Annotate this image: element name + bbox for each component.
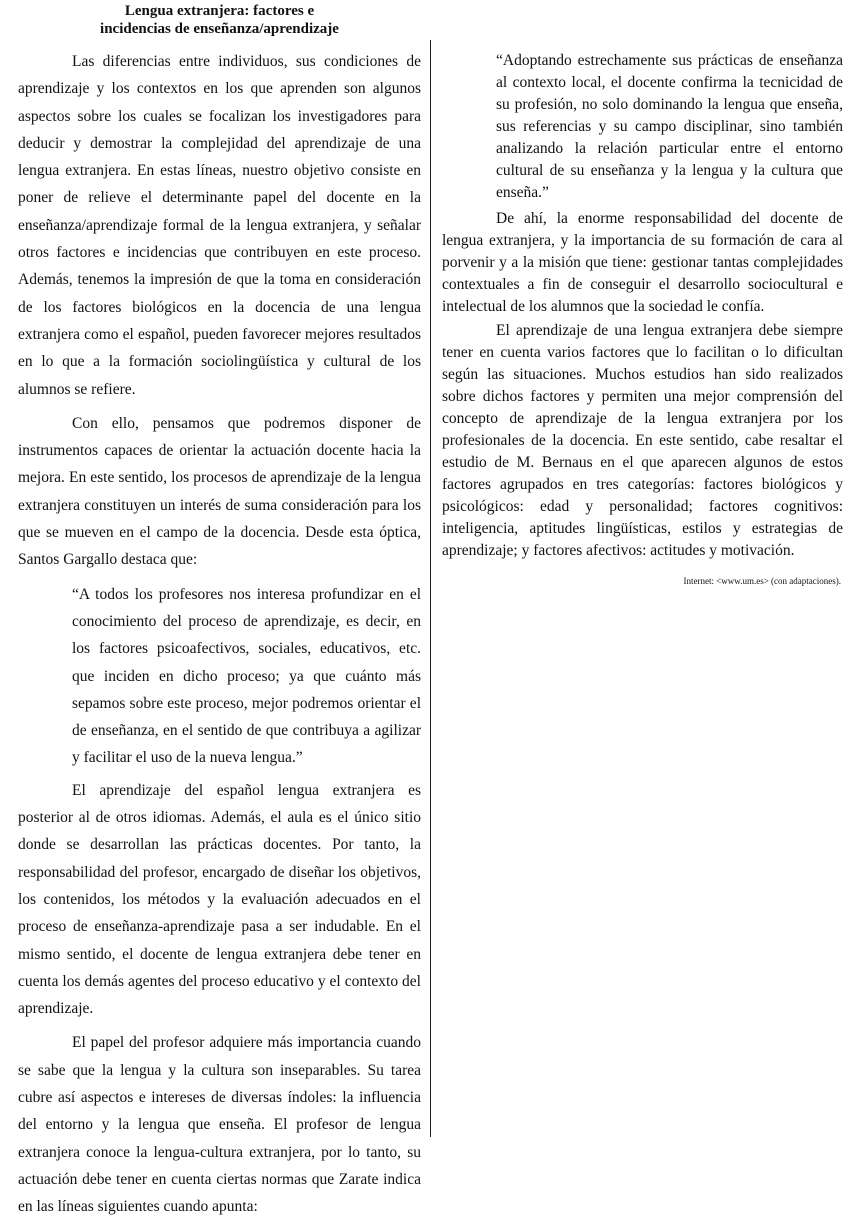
column-divider: [430, 40, 431, 1137]
paragraph: El aprendizaje de una lengua extranjera debe siempre tener en cuenta varios factores que lo facilitan o lo dificultan según las situaciones. Muchos estudios han sido realizados sobre dichos factores y permiten una mejor comprensión del concepto de aprendizaje de la lengua extranjera por los profesionales de la docencia. En este sentido, cabe resaltar el estudio de M. Bernaus en el que aparecen algunos de estos factores agrupados en tres categorías: factores biológicos y psicológicos: edad y personalidad; factores cognitivos: inteligencia, aptitudes lingüísticas, estilos y estrategias de aprendizaje; y factores afectivos: actitudes y motivación.: [442, 322, 843, 559]
paragraph: Con ello, pensamos que podremos disponer de instrumentos capaces de orientar la actuación docente hacia la mejora. En este sentido, los procesos de aprendizaje de la lengua extranjera constituyen un interés de suma consideración para los que se mueven en el campo de la docencia. Desde esta óptica, Santos Gargallo destaca que:: [18, 414, 421, 569]
paragraph: El papel del profesor adquiere más importancia cuando se sabe que la lengua y la cultura son inseparables. Su tarea cubre así aspectos e intereses de diversas índoles: la influencia del entorno y la lengua que enseña. El profesor de lengua extranjera conoce la lengua-cultura extranjera, por lo tanto, su actuación debe tener en cuenta ciertas normas que Zarate indica en las líneas siguientes cuando apunta:: [18, 1034, 421, 1216]
right-column: [442, 50, 843, 586]
paragraph: Las diferencias entre individuos, sus condiciones de aprendizaje y los contextos en los que aprenden son algunos aspectos sobre los cuales se focalizan los investigadores para deducir y demostrar la complejidad del aprendizaje de una lengua extranjera. En estas líneas, nuestro objetivo consiste en poner de relieve el determinante papel del docente en la enseñanza/aprendizaje formal de la lengua extranjera, y señalar otros factores e incidencias que contribuyen en este proceso. Además, tenemos la impresión de que la toma en consideración de los factores biológicos en la docencia de una lengua extranjera como el español, pueden favorecer mejores resultados en lo que a la formación sociolingüística y cultural de los alumnos se refiere.: [18, 53, 421, 398]
source-citation: Internet: <www.um.es> (con adaptaciones).: [683, 576, 841, 586]
article-title: [18, 2, 421, 38]
block-quote: “A todos los profesores nos interesa profundizar en el conocimiento del proceso de aprendizaje, es decir, en los factores psicoafectivos, sociales, educativos, etc. que inciden en dicho proceso; ya que cuánto más sepamos sobre este proceso, mejor podremos orientar el de enseñanza, en el sentido de que contribuya a agilizar y facilitar el uso de la nueva lengua.”: [72, 585, 421, 767]
title-line-2: incidencias de enseñanza/aprendizaje: [100, 21, 339, 37]
left-column: [18, 2, 421, 1227]
paragraph: El aprendizaje del español lengua extranjera es posterior al de otros idiomas. Además, el aula es el único sitio donde se desarrollan las prácticas docentes. Por tanto, la responsabilidad del profesor, encargado de diseñar los objetivos, los contenidos, los métodos y la evaluación adecuados en el proceso de enseñanza-aprendizaje pasa a ser indudable. En el mismo sentido, el docente de lengua extranjera debe tener en cuenta los demás agentes del proceso educativo y el contexto del aprendizaje.: [18, 781, 421, 1018]
paragraph: De ahí, la enorme responsabilidad del docente de lengua extranjera, y la importancia de su formación de cara al porvenir y a la misión que tiene: gestionar tantas complejidades contextuales a fin de conseguir el desarrollo sociocultural e intelectual de los alumnos que la sociedad le confía.: [442, 210, 843, 315]
title-line-1: Lengua extranjera: factores e: [124, 3, 315, 19]
block-quote: “Adoptando estrechamente sus prácticas de enseñanza al contexto local, el docente confirma la tecnicidad de su profesión, no solo dominando la lengua que enseña, sus referencias y su campo disciplinar, sino también analizando la relación particular entre el entorno cultural de su enseñanza y la lengua y la cultura que enseña.”: [496, 52, 843, 201]
